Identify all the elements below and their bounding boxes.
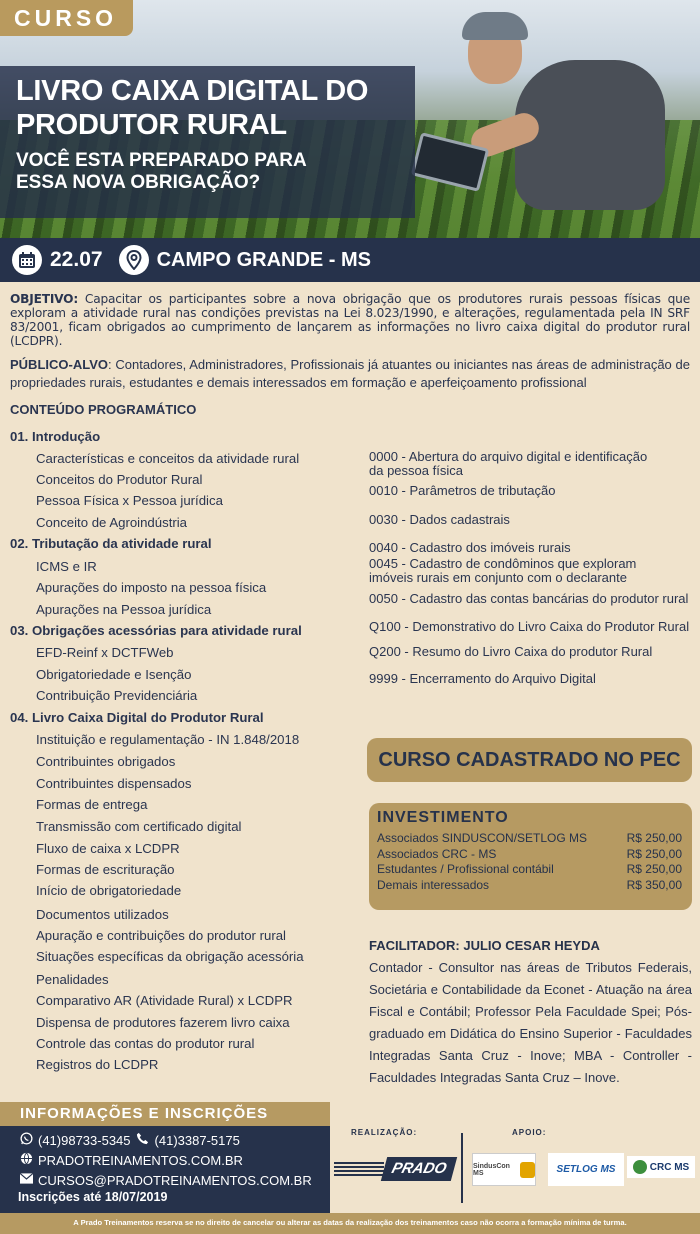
course-title-line-1: LIVRO CAIXA DIGITAL DO	[16, 75, 369, 107]
farmer-cap	[462, 12, 528, 40]
title-panel	[0, 66, 415, 218]
register-item: 0050 - Cadastro das contas bancárias do produtor rural	[369, 591, 689, 606]
price-row: Demais interessados R$ 350,00	[377, 877, 682, 892]
register-item: 9999 - Encerramento do Arquivo Digital	[369, 671, 596, 686]
module-item: Formas de entrega	[36, 797, 148, 812]
course-subtitle-line-1: VOCÊ ESTA PREPARADO PARA	[16, 150, 307, 171]
register-item: Q100 - Demonstrativo do Livro Caixa do Produtor Rural	[369, 619, 690, 634]
price-row: Estudantes / Profissional contábil R$ 250,00	[377, 862, 682, 876]
phone-mobile[interactable]: (41)98733-5345	[38, 1132, 131, 1148]
module-item: Contribuintes obrigados	[36, 754, 176, 769]
module-item: Contribuição Previdenciária	[36, 688, 198, 703]
pricing-heading: INVESTIMENTO	[377, 809, 509, 826]
register-item: 0040 - Cadastro dos imóveis rurais	[369, 540, 571, 555]
website-link[interactable]: PRADOTREINAMENTOS.COM.BR	[38, 1152, 243, 1168]
price-row: Associados SINDUSCON/SETLOG MS R$ 250,00	[377, 831, 682, 845]
module-item: Controle das contas do produtor rural	[36, 1036, 255, 1051]
register-item: 0030 - Dados cadastrais	[369, 512, 510, 527]
module-item: Apuração e contribuições do produtor rural	[36, 928, 286, 943]
pec-badge: CURSO CADASTRADO NO PEC	[367, 738, 692, 782]
globe-icon	[18, 1152, 34, 1168]
module-title: 01. Introdução	[10, 429, 101, 444]
module-item: Fluxo de caixa x LCDPR	[36, 841, 180, 856]
module-item: Conceitos do Produtor Rural	[36, 472, 203, 487]
module-item: EFD-Reinf x DCTFWeb	[36, 645, 174, 660]
contact-panel	[0, 1126, 330, 1213]
module-item: Conceito de Agroindústria	[36, 515, 188, 530]
event-location: CAMPO GRANDE - MS	[156, 248, 372, 271]
module-item: Registros do LCDPR	[36, 1057, 159, 1072]
phone-icon	[135, 1132, 151, 1148]
module-title: 02. Tributação da atividade rural	[10, 536, 212, 551]
module-item: Penalidades	[36, 972, 109, 987]
objective-text: Capacitar os participantes sobre a nova obrigação que os produtores rurais pessoas físicas que exploram a atividade rural nas condições previstas na Lei 8.023/1990, e alterações, regulamentada pela IN SRF 83/2001, ficam obrigados ao cumprimento de lançarem as informações no livro caixa digital do produtor rural (LCDPR).	[10, 292, 690, 348]
support-label: APOIO:	[512, 1128, 547, 1137]
prado-logo-stripes	[334, 1162, 384, 1176]
module-item: Pessoa Física x Pessoa jurídica	[36, 493, 223, 508]
event-bar	[0, 238, 700, 282]
audience-text: : Contadores, Administradores, Profissionais já atuantes ou iniciantes nas áreas de administração de propriedades rurais, estudantes e demais interessados em formação e aperfeiçoamento profissional	[10, 357, 690, 390]
program-heading: CONTEÚDO PROGRAMÁTICO	[10, 402, 197, 417]
disclaimer-text: A Prado Treinamentos reserva se no direito de cancelar ou alterar as datas da realização dos treinamentos caso não ocorra a formação mínima de turma.	[0, 1213, 700, 1234]
module-item: Apurações do imposto na pessoa física	[36, 580, 267, 595]
event-date: 22.07	[50, 248, 103, 271]
mail-icon	[18, 1173, 34, 1187]
module-item: Início de obrigatoriedade	[36, 883, 182, 898]
organizer-label: REALIZAÇÃO:	[351, 1128, 418, 1137]
registration-deadline: Inscrições até 18/07/2019	[18, 1190, 168, 1204]
module-item: Obrigatoriedade e Isenção	[36, 667, 192, 682]
module-item: Dispensa de produtores fazerem livro caixa	[36, 1015, 290, 1030]
module-item: Características e conceitos da atividade rural	[36, 451, 300, 466]
module-item: Instituição e regulamentação - IN 1.848/2018	[36, 732, 300, 747]
module-title: 03. Obrigações acessórias para atividade rural	[10, 623, 302, 638]
register-item: Q200 - Resumo do Livro Caixa do produtor Rural	[369, 644, 653, 659]
calendar-icon	[12, 245, 42, 275]
module-item: Contribuintes dispensados	[36, 776, 192, 791]
course-subtitle-line-2: ESSA NOVA OBRIGAÇÃO?	[16, 172, 261, 193]
whatsapp-icon	[18, 1132, 34, 1148]
register-item: 0000 - Abertura do arquivo digital e identificação da pessoa física	[369, 449, 648, 478]
map-pin-icon	[119, 245, 149, 275]
email-link[interactable]: CURSOS@PRADOTREINAMENTOS.COM.BR	[38, 1172, 312, 1188]
course-title-line-2: PRODUTOR RURAL	[16, 109, 287, 141]
phone-landline[interactable]: (41)3387-5175	[154, 1132, 240, 1148]
footer-divider	[461, 1133, 463, 1203]
module-item: Comparativo AR (Atividade Rural) x LCDPR	[36, 993, 293, 1008]
objective-label: OBJETIVO:	[10, 292, 79, 306]
course-tag: CURSO	[0, 0, 133, 36]
module-item: Documentos utilizados	[36, 907, 169, 922]
instructor-heading: FACILITADOR: JULIO CESAR HEYDA	[369, 938, 600, 953]
register-item: 0045 - Cadastro de condôminos que exploram imóveis rurais em conjunto com o declarante	[369, 556, 637, 585]
module-item: Transmissão com certificado digital	[36, 819, 242, 834]
module-item: Apurações na Pessoa jurídica	[36, 602, 212, 617]
sinduscon-logo: SindusCon MS	[472, 1153, 536, 1186]
audience-label: PÚBLICO-ALVO	[10, 357, 108, 372]
module-title: 04. Livro Caixa Digital do Produtor Rural	[10, 710, 264, 725]
objective-paragraph	[10, 292, 690, 348]
pricing-panel	[369, 803, 692, 910]
audience-paragraph	[10, 356, 690, 392]
prado-logo: PRADO	[381, 1157, 457, 1181]
module-item: ICMS e IR	[36, 559, 97, 574]
price-row: Associados CRC - MS R$ 250,00	[377, 846, 682, 861]
module-item: Situações específicas da obrigação acessória	[36, 949, 304, 964]
setlog-logo: SETLOG MS	[548, 1153, 624, 1186]
farmer-figure	[515, 60, 665, 210]
contact-heading: INFORMAÇÕES E INSCRIÇÕES	[0, 1102, 330, 1126]
instructor-bio: Contador - Consultor nas áreas de Tributos Federais, Societária e Contabilidade da Econet - Atuação na área Fiscal e Contábil; Professor Pela Faculdade Spei; Pós-graduado em Didática do Ensino Superior - Faculdades Integradas Santa Cruz - Inove; MBA - Controller - Faculdades Integradas Santa Cruz – Inove.	[369, 960, 692, 1085]
module-item: Formas de escrituração	[36, 862, 175, 877]
crc-logo: CRC MS	[627, 1156, 695, 1178]
register-item: 0010 - Parâmetros de tributação	[369, 483, 556, 498]
